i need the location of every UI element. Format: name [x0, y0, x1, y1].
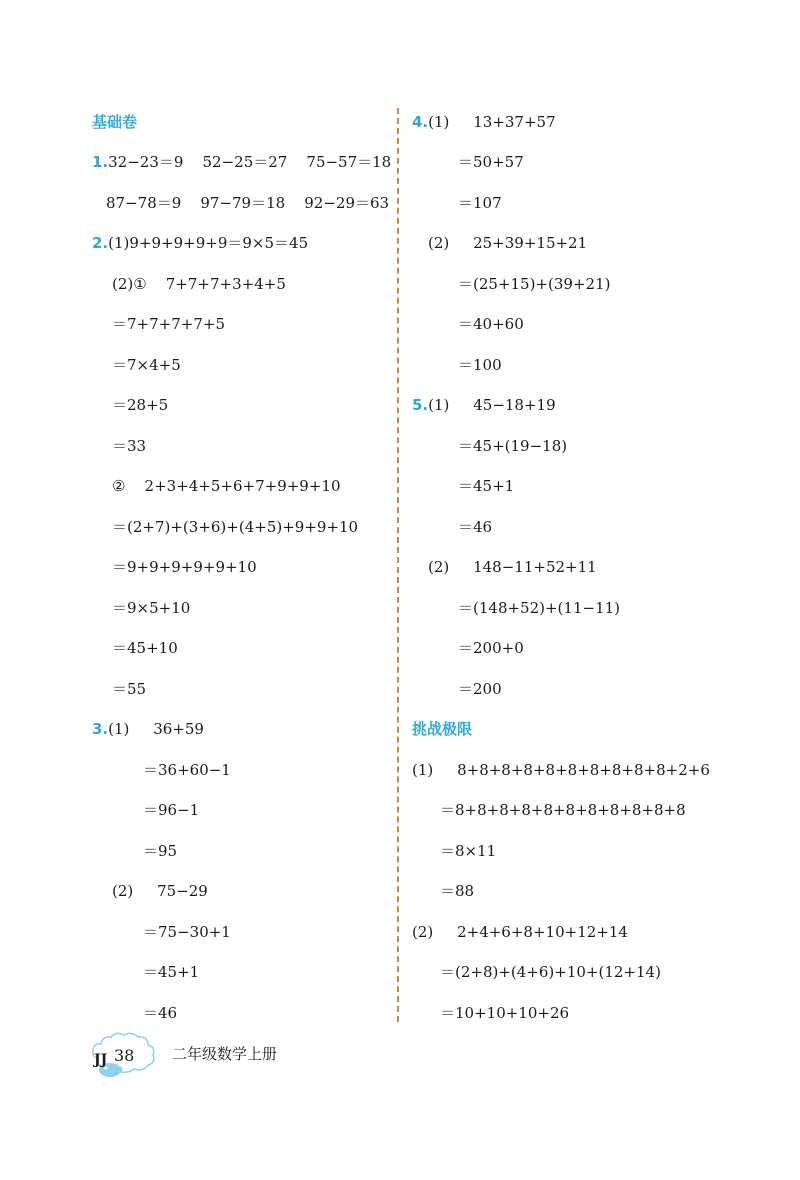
challenge-part2-header: (2) 2+4+6+8+10+12+14	[412, 923, 628, 941]
q4-part2-step: ＝40+60	[458, 315, 524, 333]
q3-part2-step: ＝75−30+1	[143, 923, 231, 941]
q2-sub2-step: ＝(2+7)+(3+6)+(4+5)+9+9+10	[112, 518, 359, 536]
q3-part2-header: (2) 75−29	[112, 882, 208, 900]
q2-sub1-step: ＝28+5	[112, 396, 169, 414]
q2-sub2-step: ＝45+10	[112, 639, 178, 657]
q2-sub1-step: ＝7×4+5	[112, 356, 181, 374]
q3-part2-step: ＝46	[143, 1004, 178, 1022]
column-divider	[397, 108, 399, 1022]
q3-part1-header: 3.(1) 36+59	[92, 720, 204, 738]
q3-part1-step: ＝36+60−1	[143, 761, 231, 779]
q5-part1-step: ＝46	[458, 518, 493, 536]
page-number: 38	[114, 1046, 135, 1065]
q3-part1-step: ＝96−1	[143, 801, 200, 819]
q3-number: 3.	[92, 720, 109, 738]
q1-line-1: 1.32−23＝9 52−25＝27 75−57＝18	[92, 153, 392, 171]
q2-number: 2.	[92, 234, 109, 252]
q4-part1-header: 4.(1) 13+37+57	[412, 113, 556, 131]
challenge-part1-step: ＝8+8+8+8+8+8+8+8+8+8+8	[440, 801, 686, 819]
challenge-part1-header: (1) 8+8+8+8+8+8+8+8+8+8+2+6	[412, 761, 710, 779]
q2-sub2-step: ＝9+9+9+9+9+10	[112, 558, 257, 576]
section-heading-challenge: 挑战极限	[412, 720, 473, 738]
q2-sub2-step: ＝55	[112, 680, 147, 698]
q3-part2-step: ＝45+1	[143, 963, 200, 981]
q5-part2-step: ＝200+0	[458, 639, 524, 657]
q2-line-1: 2.(1)9+9+9+9+9＝9×5＝45	[92, 234, 309, 252]
q5-number: 5.	[412, 396, 429, 414]
q4-part2-step: ＝(25+15)+(39+21)	[458, 275, 611, 293]
q4-number: 4.	[412, 113, 429, 131]
q5-part1-step: ＝45+(19−18)	[458, 437, 568, 455]
q2-sub1-step: ＝7+7+7+7+5	[112, 315, 225, 333]
challenge-part1-step: ＝8×11	[440, 842, 497, 860]
section-heading-basic: 基础卷	[92, 113, 138, 131]
q4-part2-step: ＝100	[458, 356, 502, 374]
q2-sub1-header: (2)① 7+7+7+3+4+5	[112, 275, 286, 293]
challenge-part1-step: ＝88	[440, 882, 475, 900]
q4-part2-header: (2) 25+39+15+21	[428, 234, 588, 252]
book-title: 二年级数学上册	[172, 1045, 278, 1063]
badge-letters: JJ	[94, 1052, 108, 1068]
q4-part1-step: ＝107	[458, 194, 502, 212]
challenge-part2-step: ＝(2+8)+(4+6)+10+(12+14)	[440, 963, 661, 981]
q2-sub2-header: ② 2+3+4+5+6+7+9+9+10	[112, 477, 341, 495]
q2-sub2-step: ＝9×5+10	[112, 599, 191, 617]
page-badge	[88, 1028, 158, 1080]
q5-part2-step: ＝200	[458, 680, 502, 698]
q5-part1-header: 5.(1) 45−18+19	[412, 396, 556, 414]
q5-part1-step: ＝45+1	[458, 477, 515, 495]
q1-line-2: 87−78＝9 97−79＝18 92−29＝63	[106, 194, 390, 212]
challenge-part2-step: ＝10+10+10+26	[440, 1004, 570, 1022]
q4-part1-step: ＝50+57	[458, 153, 524, 171]
q3-part1-step: ＝95	[143, 842, 178, 860]
q5-part2-header: (2) 148−11+52+11	[428, 558, 597, 576]
q1-number: 1.	[92, 153, 109, 171]
q5-part2-step: ＝(148+52)+(11−11)	[458, 599, 621, 617]
q2-sub1-step: ＝33	[112, 437, 147, 455]
